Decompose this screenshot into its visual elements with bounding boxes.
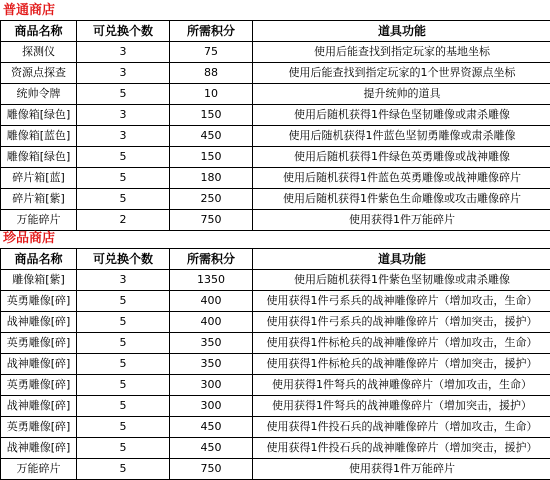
item-function: 使用后随机获得1件紫色生命雕像或攻击雕像碎片 <box>253 189 550 210</box>
normal-shop-table <box>0 20 550 231</box>
exchange-count: 3 <box>77 42 170 63</box>
item-name: 英勇雕像[碎] <box>1 375 77 396</box>
item-function: 使用获得1件弩兵的战神雕像碎片（增加攻击，生命） <box>253 375 550 396</box>
table-row <box>1 459 550 480</box>
exchange-count: 3 <box>77 63 170 84</box>
table-header-row <box>1 249 550 270</box>
item-function: 使用获得1件弓系兵的战神雕像碎片（增加突击，援护） <box>253 312 550 333</box>
points-required: 450 <box>170 126 253 147</box>
points-required: 750 <box>170 210 253 231</box>
item-function: 使用获得1件万能碎片 <box>253 210 550 231</box>
header-item-name: 商品名称 <box>1 21 77 42</box>
item-name: 战神雕像[碎] <box>1 438 77 459</box>
table-row <box>1 63 550 84</box>
points-required: 400 <box>170 291 253 312</box>
exchange-count: 5 <box>77 375 170 396</box>
item-name: 碎片箱[紫] <box>1 189 77 210</box>
points-required: 350 <box>170 333 253 354</box>
item-name: 英勇雕像[碎] <box>1 291 77 312</box>
points-required: 150 <box>170 147 253 168</box>
section-title-rare-shop: 珍品商店 <box>3 229 55 249</box>
exchange-count: 5 <box>77 189 170 210</box>
points-required: 750 <box>170 459 253 480</box>
item-name: 资源点探查 <box>1 63 77 84</box>
table-row <box>1 333 550 354</box>
item-name: 雕像箱[绿色] <box>1 147 77 168</box>
header-item-function: 道具功能 <box>253 21 550 42</box>
table-row <box>1 312 550 333</box>
item-function: 使用后随机获得1件蓝色坚韧勇雕像或肃杀雕像 <box>253 126 550 147</box>
item-function: 使用后能查找到指定玩家的基地坐标 <box>253 42 550 63</box>
item-name: 雕像箱[绿色] <box>1 105 77 126</box>
points-required: 1350 <box>170 270 253 291</box>
points-required: 350 <box>170 354 253 375</box>
exchange-count: 5 <box>77 417 170 438</box>
exchange-count: 5 <box>77 84 170 105</box>
table-row <box>1 168 550 189</box>
header-item-function: 道具功能 <box>253 249 550 270</box>
rare-shop-table <box>0 248 550 480</box>
table-row <box>1 270 550 291</box>
item-function: 使用后随机获得1件绿色坚韧雕像或肃杀雕像 <box>253 105 550 126</box>
item-function: 使用获得1件万能碎片 <box>253 459 550 480</box>
table-row <box>1 126 550 147</box>
exchange-count: 5 <box>77 396 170 417</box>
exchange-count: 3 <box>77 270 170 291</box>
item-function: 使用获得1件标枪兵的战神雕像碎片（增加攻击，生命） <box>253 333 550 354</box>
exchange-count: 5 <box>77 291 170 312</box>
item-name: 万能碎片 <box>1 459 77 480</box>
header-points-required: 所需积分 <box>170 21 253 42</box>
table-row <box>1 105 550 126</box>
item-name: 雕像箱[蓝色] <box>1 126 77 147</box>
table-row <box>1 291 550 312</box>
table-row <box>1 210 550 231</box>
points-required: 300 <box>170 375 253 396</box>
item-name: 探测仪 <box>1 42 77 63</box>
item-function: 使用获得1件投石兵的战神雕像碎片（增加突击，援护） <box>253 438 550 459</box>
item-function: 提升统帅的道具 <box>253 84 550 105</box>
exchange-count: 5 <box>77 147 170 168</box>
points-required: 88 <box>170 63 253 84</box>
item-function: 使用后随机获得1件蓝色英勇雕像或战神雕像碎片 <box>253 168 550 189</box>
points-required: 150 <box>170 105 253 126</box>
item-function: 使用后随机获得1件绿色英勇雕像或战神雕像 <box>253 147 550 168</box>
header-item-name: 商品名称 <box>1 249 77 270</box>
item-name: 碎片箱[蓝] <box>1 168 77 189</box>
item-name: 万能碎片 <box>1 210 77 231</box>
exchange-count: 3 <box>77 105 170 126</box>
points-required: 180 <box>170 168 253 189</box>
table-row <box>1 189 550 210</box>
table-row <box>1 438 550 459</box>
points-required: 75 <box>170 42 253 63</box>
points-required: 10 <box>170 84 253 105</box>
points-required: 300 <box>170 396 253 417</box>
points-required: 450 <box>170 417 253 438</box>
item-name: 统帅令牌 <box>1 84 77 105</box>
item-function: 使用获得1件标枪兵的战神雕像碎片（增加突击，援护） <box>253 354 550 375</box>
points-required: 450 <box>170 438 253 459</box>
points-required: 400 <box>170 312 253 333</box>
table-row <box>1 147 550 168</box>
table-row <box>1 396 550 417</box>
item-name: 雕像箱[紫] <box>1 270 77 291</box>
header-points-required: 所需积分 <box>170 249 253 270</box>
section-title-normal-shop: 普通商店 <box>3 1 55 21</box>
item-function: 使用后能查找到指定玩家的1个世界资源点坐标 <box>253 63 550 84</box>
item-function: 使用后随机获得1件紫色坚韧雕像或肃杀雕像 <box>253 270 550 291</box>
exchange-count: 5 <box>77 333 170 354</box>
header-exchange-count: 可兑换个数 <box>77 21 170 42</box>
exchange-count: 3 <box>77 126 170 147</box>
item-function: 使用获得1件投石兵的战神雕像碎片（增加攻击，生命） <box>253 417 550 438</box>
exchange-count: 5 <box>77 168 170 189</box>
exchange-count: 2 <box>77 210 170 231</box>
item-name: 战神雕像[碎] <box>1 312 77 333</box>
points-required: 250 <box>170 189 253 210</box>
exchange-count: 5 <box>77 438 170 459</box>
item-name: 英勇雕像[碎] <box>1 417 77 438</box>
table-row <box>1 375 550 396</box>
table-row <box>1 42 550 63</box>
item-function: 使用获得1件弩兵的战神雕像碎片（增加突击，援护） <box>253 396 550 417</box>
table-row <box>1 417 550 438</box>
exchange-count: 5 <box>77 459 170 480</box>
item-name: 英勇雕像[碎] <box>1 333 77 354</box>
item-name: 战神雕像[碎] <box>1 396 77 417</box>
item-function: 使用获得1件弓系兵的战神雕像碎片（增加攻击，生命） <box>253 291 550 312</box>
table-row <box>1 354 550 375</box>
exchange-count: 5 <box>77 354 170 375</box>
item-name: 战神雕像[碎] <box>1 354 77 375</box>
table-row <box>1 84 550 105</box>
exchange-count: 5 <box>77 312 170 333</box>
table-header-row <box>1 21 550 42</box>
header-exchange-count: 可兑换个数 <box>77 249 170 270</box>
